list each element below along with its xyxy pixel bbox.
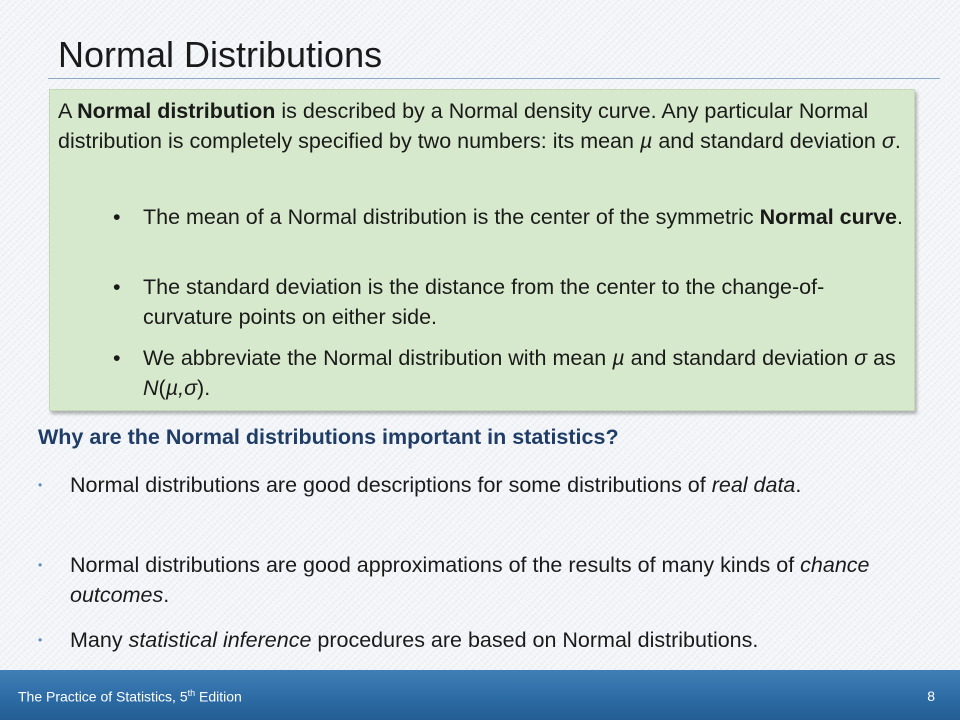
bullet-icon: •	[113, 275, 121, 299]
bullet-icon: •	[38, 558, 43, 572]
bullet-icon: •	[38, 478, 43, 492]
definition-bullet-mean: • The mean of a Normal distribution is the center of the symmetric Normal curve.	[113, 202, 913, 232]
title-divider	[48, 78, 940, 79]
definition-intro: A Normal distribution is described by a Normal density curve. Any particular Normal distribution is completely specified by two numbers: its mean µ and standard deviation σ.	[58, 99, 901, 153]
definition-bullet-notation: • We abbreviate the Normal distribution with mean µ and standard deviation σ as N(µ,σ).	[113, 343, 913, 403]
section-question: Why are the Normal distributions important in statistics?	[38, 425, 619, 449]
page-number: 8	[927, 688, 935, 704]
footer-bar	[0, 670, 960, 720]
slide-title: Normal Distributions	[58, 34, 383, 75]
reason-item-inference: • Many statistical inference procedures are based on Normal distributions.	[38, 625, 938, 655]
bullet-icon: •	[113, 346, 121, 370]
bullet-icon: •	[113, 205, 121, 229]
footer-book-title: The Practice of Statistics, 5th Edition	[18, 688, 242, 705]
reason-item-real-data: • Normal distributions are good descriptions for some distributions of real data.	[38, 470, 938, 500]
definition-bullet-sd: • The standard deviation is the distance from the center to the change-of-curvature points on either side.	[113, 272, 913, 332]
reason-item-chance-outcomes: • Normal distributions are good approximations of the results of many kinds of chance outcomes.	[38, 550, 938, 610]
bullet-icon: •	[38, 633, 43, 647]
